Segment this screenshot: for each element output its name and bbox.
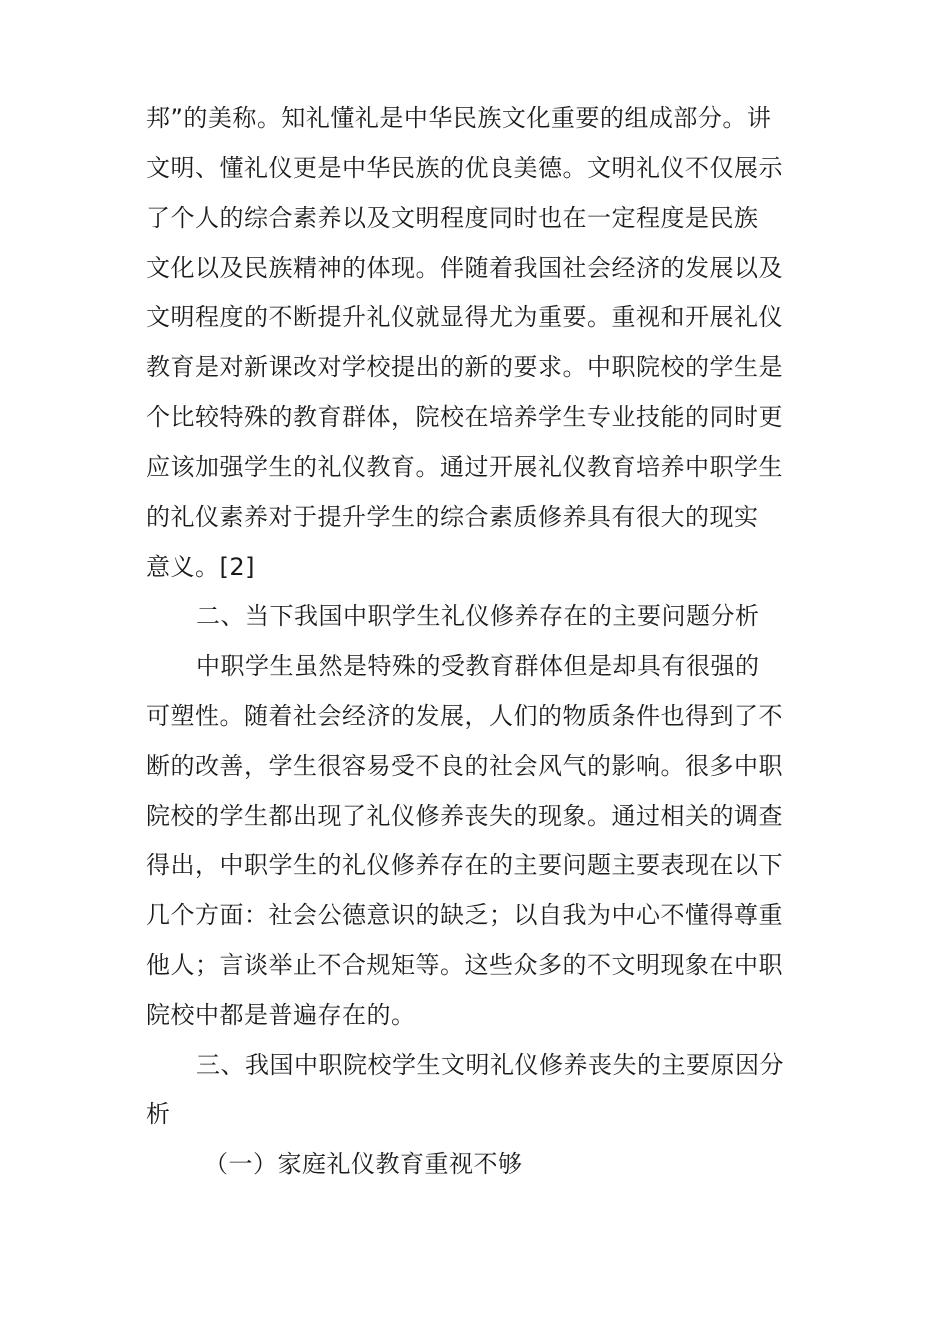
paragraph-line: 了个人的综合素养以及文明程度同时也在一定程度是民族	[146, 204, 759, 232]
paragraph-line: 可塑性。随着社会经济的发展，人们的物质条件也得到了不	[146, 702, 783, 730]
paragraph-line: 院校中都是普遍存在的。	[146, 1001, 416, 1029]
paragraph-line: 得出，中职学生的礼仪修养存在的主要问题主要表现在以下	[146, 851, 783, 879]
paragraph-line: 断的改善，学生很容易受不良的社会风气的影响。很多中职	[146, 752, 783, 780]
paragraph-line: 教育是对新课改对学校提出的新的要求。中职院校的学生是	[146, 353, 783, 381]
paragraph-line: 几个方面：社会公德意识的缺乏；以自我为中心不懂得尊重	[146, 901, 783, 929]
subsection-heading: （一）家庭礼仪教育重视不够	[204, 1150, 523, 1178]
paragraph-line: 中职学生虽然是特殊的受教育群体但是却具有很强的	[196, 652, 760, 680]
paragraph-line: 他人；言谈举止不合规矩等。这些众多的不文明现象在中职	[146, 951, 783, 979]
paragraph-line: 院校的学生都出现了礼仪修养丧失的现象。通过相关的调查	[146, 802, 783, 830]
section-heading-continuation: 析	[146, 1100, 171, 1128]
paragraph-line: 邦”的美称。知礼懂礼是中华民族文化重要的组成部分。讲	[146, 104, 772, 132]
paragraph-line: 意义。[2]	[146, 553, 255, 581]
paragraph-line: 的礼仪素养对于提升学生的综合素质修养具有很大的现实	[146, 503, 759, 531]
paragraph-line: 个比较特殊的教育群体，院校在培养学生专业技能的同时更	[146, 403, 783, 431]
paragraph-line: 文化以及民族精神的体现。伴随着我国社会经济的发展以及	[146, 254, 783, 282]
paragraph-line: 应该加强学生的礼仪教育。通过开展礼仪教育培养中职学生	[146, 453, 783, 481]
paragraph-line: 文明程度的不断提升礼仪就显得尤为重要。重视和开展礼仪	[146, 303, 783, 331]
section-heading: 二、当下我国中职学生礼仪修养存在的主要问题分析	[196, 602, 760, 630]
paragraph-line: 文明、懂礼仪更是中华民族的优良美德。文明礼仪不仅展示	[146, 154, 783, 182]
section-heading: 三、我国中职院校学生文明礼仪修养丧失的主要原因分	[196, 1051, 784, 1079]
